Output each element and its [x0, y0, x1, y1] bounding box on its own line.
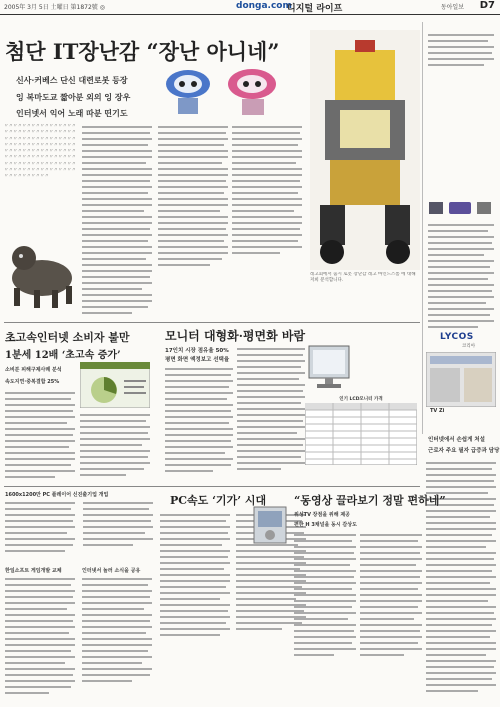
date-line: 2005年 3月 5日 土曜日 第1872號 ◎: [4, 4, 105, 11]
article5-sub1: 위성TV 장점을 위해 제공: [294, 512, 350, 518]
site-name[interactable]: donga.com: [236, 1, 292, 11]
media-player-photo: [252, 505, 288, 545]
lead-headline: 첨단 IT장난감 “장난 아니네”: [5, 39, 280, 64]
bottom-right-subhead: 근로자 주요 필자 급증과 담당: [428, 448, 500, 454]
article2-kicker: 소비분 피해구제사례 분석: [5, 367, 62, 373]
small-article-1-body: [5, 500, 155, 564]
dog-robot-photo: [4, 228, 79, 310]
tv-zi-screenshot: [426, 352, 496, 407]
small-article-3-body: [82, 576, 152, 700]
divider-lower: [4, 486, 420, 487]
lead-subhead-1: 신사·커베스 단신 대련로봇 등장: [16, 75, 128, 85]
article5-body: [294, 532, 422, 700]
masthead: [0, 0, 500, 15]
lead-subhead-3: 인터넷서 익어 노래 따분 띤기도: [16, 108, 128, 118]
article2-body-col2: [80, 412, 150, 482]
article3-body-col2: [237, 346, 305, 476]
article3-body-col1: [165, 366, 233, 476]
lycos-logo: LYCOS: [440, 332, 474, 342]
lcd-price-table: [305, 396, 417, 469]
article5-headline: “동영상 끌라보기 정말 편하네”: [294, 494, 446, 507]
page-number: D7: [479, 0, 495, 11]
article5-sub2: 편한 H 3채널을 동시 감상도: [294, 522, 357, 528]
device-icons: [427, 198, 497, 218]
paper-name: 동아일보: [440, 4, 464, 11]
table-title: 인기 LCD모니터 가격: [339, 397, 383, 402]
lego-robot-photo: [310, 30, 420, 270]
table-grid: [305, 403, 417, 465]
lead-body-col2: [82, 124, 152, 320]
article3-sub1: 17인치 시장 점유율 50%: [165, 348, 229, 354]
section-name: 디지털 라이프: [287, 4, 343, 14]
robot-blue-icon: [166, 70, 210, 114]
lead-body-col3: [158, 124, 228, 274]
bottom-right-headline: 인터넷에서 손쉽게 처설: [428, 437, 485, 443]
tv-zi-title: TV Zi: [430, 408, 445, 414]
article2-body-col1: [5, 390, 75, 482]
robot-pink-icon: [228, 69, 276, 115]
article2-kicker2: 속도지연·중복결합 25%: [5, 379, 60, 385]
lego-caption: 레고회에서 출시 로봇 장난감 레고 마인드스톰 에 대해 저희 분석합니다.: [310, 272, 416, 283]
sidebar-top-lines: [428, 32, 494, 68]
article4-headline: PC속도 ‘기가’ 시대: [170, 494, 267, 507]
article2-col-gap: [154, 362, 162, 482]
article2-subhead: 1분세 12배 ‘초고속 증가’: [5, 350, 121, 361]
lead-body-col1: ⁠〃〃〃〃〃〃〃〃〃〃〃〃〃〃〃〃〃〃〃〃〃〃〃〃〃〃〃〃〃〃〃〃〃〃〃〃〃〃〃〃〃〃〃〃〃〃〃〃〃〃〃〃〃〃〃〃〃〃〃〃〃〃〃〃〃〃〃〃〃〃〃〃〃〃〃〃〃〃〃〃〃〃〃〃〃〃〃〃〃〃〃〃〃〃〃〃〃〃〃〃〃〃〃〃〃〃〃〃〃〃〃〃〃〃〃〃〃〃〃〃〃〃〃〃〃〃〃〃〃〃〃〃〃〃〃〃〃〃: [4, 124, 76, 180]
small-head-1: 1600x1200만 PC 플레이어 신진출기업 개업: [5, 492, 109, 498]
small-head-3: 인터넷서 놀러 소식을 공유: [82, 568, 141, 574]
article2-headline: 초고속인터넷 소비자 불만: [5, 331, 130, 344]
article3-headline: 모니터 대형화·평면화 바람: [165, 329, 306, 343]
lycos-logo-sub: 코리아: [462, 344, 476, 349]
lead-body-col4: [232, 124, 302, 274]
article3-sub2: 평면 화면 액정보고 선택율: [165, 357, 230, 363]
monitor-photo: [305, 344, 353, 392]
divider-mid: [4, 322, 420, 323]
small-article-2-body: [5, 576, 75, 700]
article2-pie-graphic: [80, 362, 150, 408]
robot-photos: [160, 62, 285, 122]
sidebar-mid-lines: [428, 222, 494, 332]
lead-subhead-2: 잉 복마도교 짧아분 외의 잉 장우: [16, 92, 131, 102]
small-head-2: 한일소프트 게임개발 교체: [5, 568, 62, 574]
